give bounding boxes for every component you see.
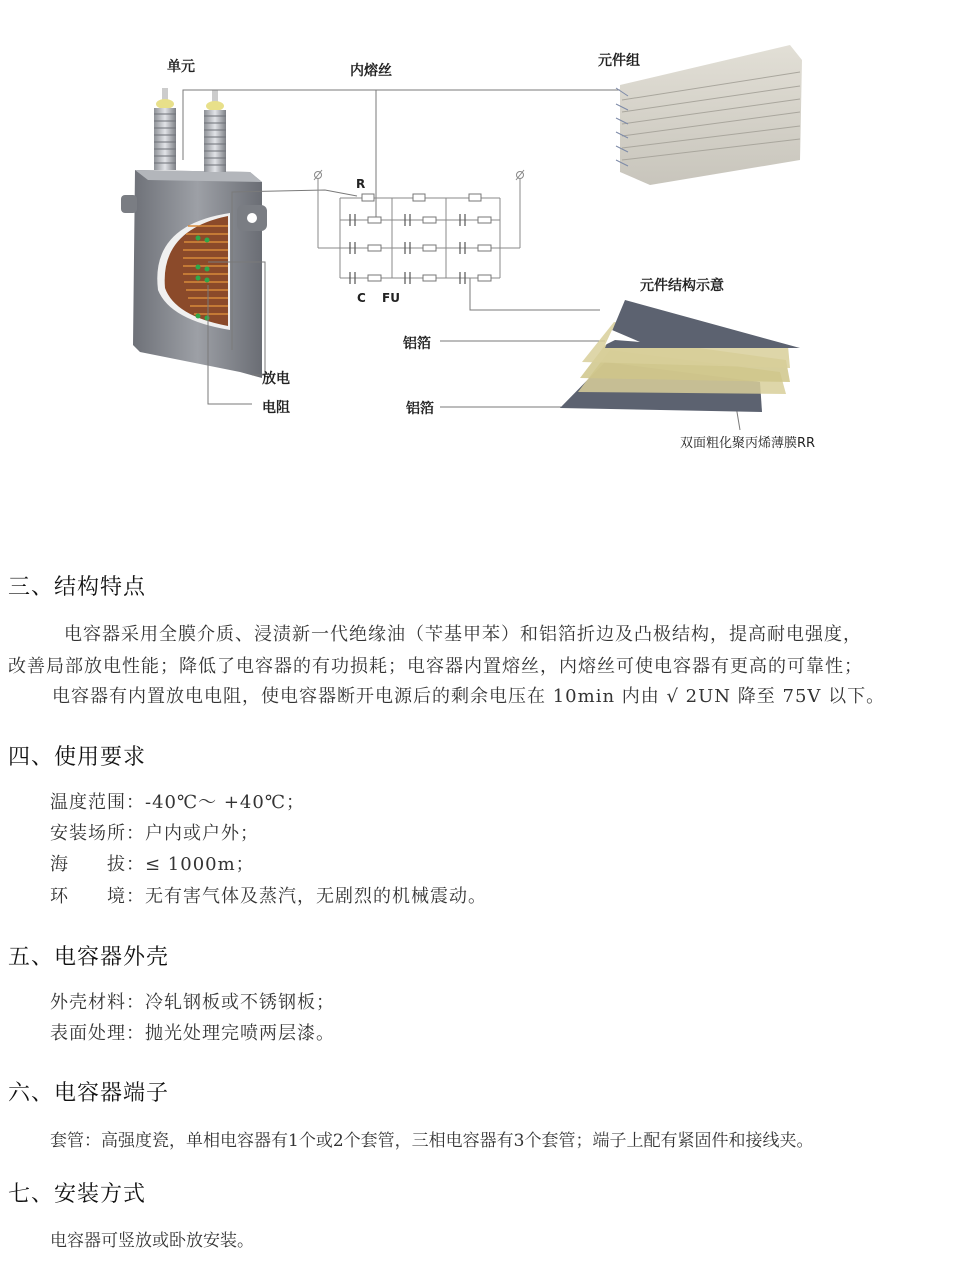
label-element-group: 元件组 [598,53,640,69]
label-foil-top: 铝箔 [403,336,431,352]
label-discharge: 放电 [262,371,290,387]
label-fu: FU [382,291,400,305]
label-resistor: 电阻 [262,400,290,416]
section-heading-terminals: 六、电容器端子 [8,1081,170,1106]
requirement-environment: 环 境：无有害气体及蒸汽，无剧烈的机械震动。 [50,886,487,907]
circuit-schematic-icon [318,178,520,278]
bushing-icon [154,88,226,172]
requirement-location: 安装场所：户内或户外； [50,823,259,844]
capacitor-structure-diagram [0,0,957,520]
label-film: 双面粗化聚丙烯薄膜RR [680,436,816,451]
paragraph-line: 电容器有内置放电电阻，使电容器断开电源后的剩余电压在 10min 内由 √ 2UN 降至 75V 以下。 [52,686,886,707]
paragraph-line: 电容器采用全膜介质、浸渍新一代绝缘油（苄基甲苯）和铝箔折边及凸极结构，提高耐电强度， [64,624,862,645]
label-element-structure: 元件结构示意 [640,278,724,294]
label-foil-bottom: 铝箔 [406,401,434,417]
enclosure-material: 外壳材料：冷轧钢板或不锈钢板； [50,992,335,1013]
section-heading-structure: 三、结构特点 [8,575,147,600]
section-heading-enclosure: 五、电容器外壳 [8,945,170,970]
paragraph-line: 改善局部放电性能；降低了电容器的有功损耗；电容器内置熔丝，内熔丝可使电容器有更高的可靠性； [8,656,863,677]
element-layers-icon [560,300,800,412]
installation-description: 电容器可竖放或卧放安装。 [50,1231,254,1251]
capacitor-case-icon [121,170,267,378]
element-group-icon [616,45,802,185]
enclosure-finish: 表面处理：抛光处理完喷两层漆。 [50,1023,335,1044]
label-inner-fuse: 内熔丝 [350,63,392,79]
requirement-altitude: 海 拔：≤ 1000m； [50,854,255,875]
label-c: C [357,291,366,305]
section-heading-installation: 七、安装方式 [8,1182,147,1207]
section-heading-requirements: 四、使用要求 [8,745,147,770]
label-unit: 单元 [167,59,195,75]
terminals-description: 套管：高强度瓷，单相电容器有1个或2个套管，三相电容器有3个套管；端子上配有紧固件和接线夹。 [50,1131,814,1151]
label-r: R [356,177,366,191]
requirement-temperature: 温度范围：-40℃～ +40℃； [50,792,305,813]
